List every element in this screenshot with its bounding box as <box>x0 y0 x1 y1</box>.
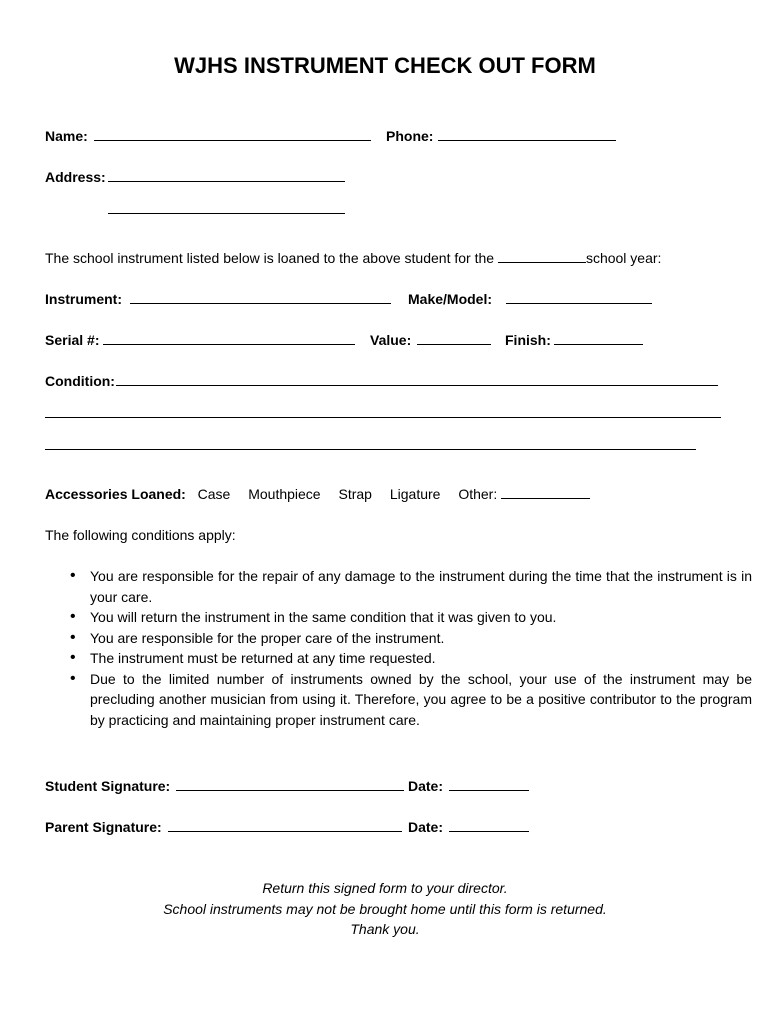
footer-line2: School instruments may not be brought home until this form is returned. <box>163 900 607 917</box>
accessory-case[interactable]: Case <box>197 486 231 502</box>
student-date-field[interactable] <box>449 790 529 791</box>
value-field[interactable] <box>417 344 491 345</box>
accessory-ligature[interactable]: Ligature <box>389 486 441 502</box>
condition-field-line2[interactable] <box>45 417 721 418</box>
loan-statement-prefix: The school instrument listed below is loaned to the above student for the <box>45 250 495 266</box>
parent-signature-label: Parent Signature: <box>45 819 162 835</box>
condition-field-line3[interactable] <box>45 449 696 450</box>
accessories-row <box>45 485 590 503</box>
condition-item: • You are responsible for the proper care of the instrument. <box>90 628 752 649</box>
accessory-strap[interactable]: Strap <box>338 486 372 502</box>
conditions-intro: The following conditions apply: <box>45 527 236 543</box>
accessory-mouthpiece[interactable]: Mouthpiece <box>248 486 321 502</box>
address-field-line2[interactable] <box>108 213 345 214</box>
make-model-field[interactable] <box>506 303 652 304</box>
condition-item: • You will return the instrument in the same condition that it was given to you. <box>90 607 752 628</box>
condition-field-line1[interactable] <box>116 385 718 386</box>
footer-line3: Thank you. <box>350 921 420 937</box>
condition-item: • You are responsible for the repair of any damage to the instrument during the time that the instrument is in your care. <box>90 566 752 607</box>
loan-statement <box>45 249 661 267</box>
accessory-other-label: Other: <box>458 486 498 502</box>
loan-statement-suffix: school year: <box>585 250 662 266</box>
condition-label: Condition: <box>45 373 115 389</box>
accessory-other-field[interactable] <box>501 485 590 499</box>
value-label: Value: <box>370 332 412 348</box>
finish-label: Finish: <box>505 332 551 348</box>
serial-field[interactable] <box>103 344 355 345</box>
phone-label: Phone: <box>386 128 434 144</box>
make-model-label: Make/Model: <box>408 291 493 307</box>
conditions-list <box>64 566 752 730</box>
phone-field[interactable] <box>438 140 616 141</box>
form-title: WJHS INSTRUMENT CHECK OUT FORM <box>174 53 596 78</box>
parent-signature-field[interactable] <box>168 831 402 832</box>
footer-line1: Return this signed form to your director. <box>262 880 508 896</box>
condition-item: • Due to the limited number of instruments owned by the school, your use of the instrument may be precluding another musician from using it. Therefore, you agree to be a positive contributor to the program by practicing and maintaining proper instrument care. <box>90 669 752 731</box>
name-label: Name: <box>45 128 88 144</box>
accessories-label: Accessories Loaned: <box>45 486 186 502</box>
serial-label: Serial #: <box>45 332 100 348</box>
address-label: Address: <box>45 169 106 185</box>
school-year-field[interactable] <box>498 249 586 263</box>
parent-date-field[interactable] <box>449 831 529 832</box>
address-field-line1[interactable] <box>108 181 345 182</box>
name-field[interactable] <box>94 140 371 141</box>
condition-item: • The instrument must be returned at any time requested. <box>90 648 752 669</box>
student-signature-label: Student Signature: <box>45 778 171 794</box>
student-date-label: Date: <box>408 778 444 794</box>
instrument-label: Instrument: <box>45 291 122 307</box>
finish-field[interactable] <box>554 344 643 345</box>
footer-note <box>0 878 770 940</box>
student-signature-field[interactable] <box>176 790 404 791</box>
parent-date-label: Date: <box>408 819 444 835</box>
instrument-field[interactable] <box>130 303 391 304</box>
